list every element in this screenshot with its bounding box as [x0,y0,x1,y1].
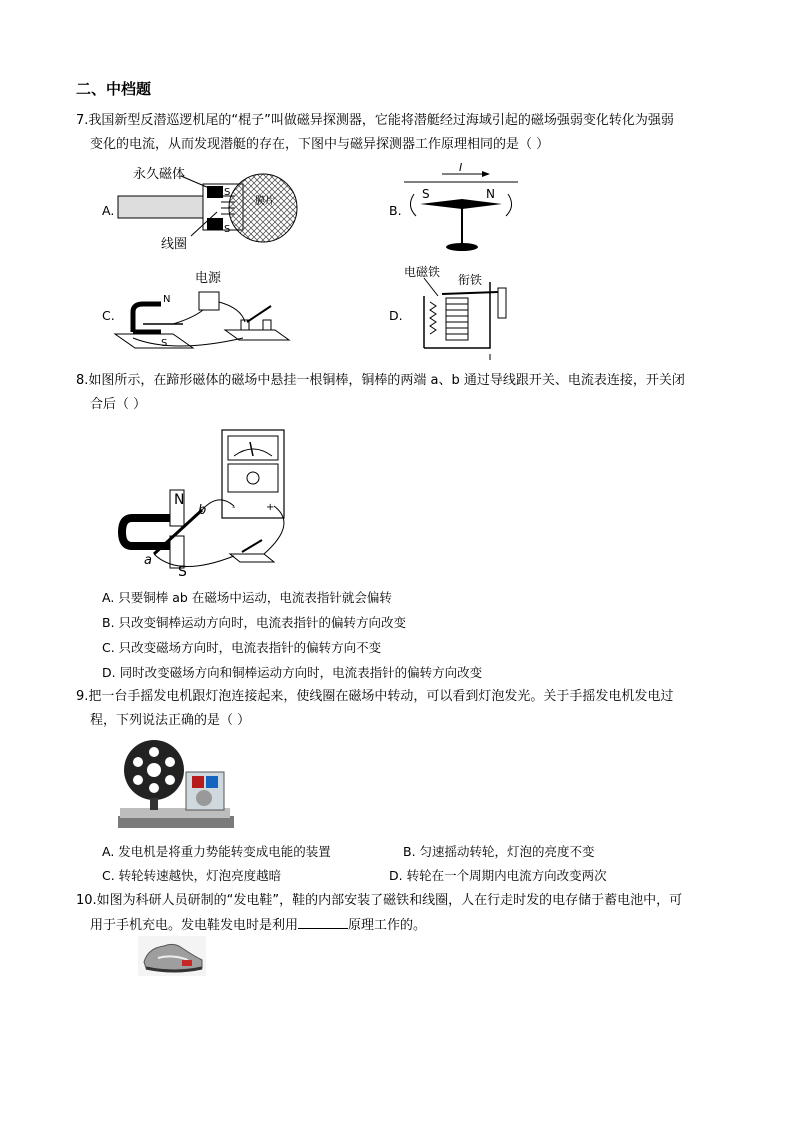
q9-option-b: B. 匀速摇动转轮，灯泡的亮度不变 [403,844,595,859]
fig-d-electromagnet-label: 电磁铁 [404,265,441,279]
fig8-n-label: N [174,492,185,508]
q9-option-a: A. 发电机是将重力势能转变成电能的装置 [102,844,331,859]
q10-line2-before: 用于手机充电。发电鞋发电时是利用 [90,918,299,933]
fig-a-s-top: S [224,187,231,198]
q8-option-a: A. 只要铜棒 ab 在磁场中运动，电流表指针就会偏转 [102,590,392,605]
section-title: 二、中档题 [76,80,152,98]
q7-stem-line2: 变化的电流，从而发现潜艇的存在，下图中与磁异探测器工作原理相同的是（ ） [90,137,550,152]
q10-figure-shoe [138,936,206,976]
fig8-minus-label: - [232,502,236,513]
q7-option-b-label: B. [389,203,402,218]
q8-option-d: D. 同时改变磁场方向和铜棒运动方向时，电流表指针的偏转方向改变 [102,665,483,680]
q7-option-a-label: A. [102,203,115,218]
q7-option-c-label: C. [102,308,115,323]
q9-option-c: C. 转轮转速越快，灯泡亮度越暗 [102,868,282,883]
q9-stem-line2: 程，下列说法正确的是（ ） [90,713,251,728]
q10-stem-line1: 10.如图为科研人员研制的“发电鞋”，鞋的内部安装了磁铁和线圈，人在行走时发的电存储于蓄电池中，可 [76,893,683,908]
fig-a-coil-label: 线圈 [161,237,188,252]
q8-stem-line2: 合后（ ） [90,397,147,412]
fig-a-film-label: 膜片 [255,196,275,207]
fig8-plus-label: + [266,502,275,513]
q7-stem-line1: 7.我国新型反潜巡逻机尾的“棍子”叫做磁异探测器，它能将潜艇经过海域引起的磁场强弱变化转化为强弱 [76,113,674,128]
q7-figure-d-relay [402,262,522,360]
fig-a-s-bottom: S [224,224,231,235]
q7-option-d-label: D. [389,308,403,323]
fig-c-n-label: N [163,294,171,305]
fig-c-power-label: 电源 [195,271,222,286]
q8-option-c: C. 只改变磁场方向时，电流表指针的偏转方向不变 [102,640,382,655]
fig-b-n-label: N [486,187,495,201]
q10-answer-blank[interactable] [298,916,348,929]
fig8-b-label: b [198,503,207,518]
q9-option-d: D. 转轮在一个周期内电流方向改变两次 [389,868,607,883]
q9-figure-hand-generator [118,738,236,830]
q7-figure-c-motor [113,268,293,356]
fig8-a-label: a [144,553,152,568]
q10-stem-line2 [90,916,426,935]
q7-figure-b-oersted [402,160,522,255]
fig-b-current-label: I [459,161,463,174]
q8-figure-induction [118,428,303,578]
q8-option-b: B. 只改变铜棒运动方向时，电流表指针的偏转方向改变 [102,615,407,630]
q8-stem-line1: 8.如图所示，在蹄形磁体的磁场中悬挂一根铜棒，铜棒的两端 a、b 通过导线跟开关、电流表连接，开关闭 [76,373,685,388]
fig-a-magnet-label: 永久磁体 [133,167,186,182]
q7-figure-a-microphone [113,162,298,254]
q9-stem-line1: 9.把一台手摇发电机跟灯泡连接起来，使线圈在磁场中转动，可以看到灯泡发光。关于手摇发电机发电过 [76,689,674,704]
q10-line2-after: 原理工作的。 [348,918,427,933]
fig-d-armature-label: 衔铁 [458,273,483,287]
fig-b-s-label: S [422,187,430,201]
fig-c-s-label: S [161,338,168,349]
fig8-s-label: S [178,564,187,578]
